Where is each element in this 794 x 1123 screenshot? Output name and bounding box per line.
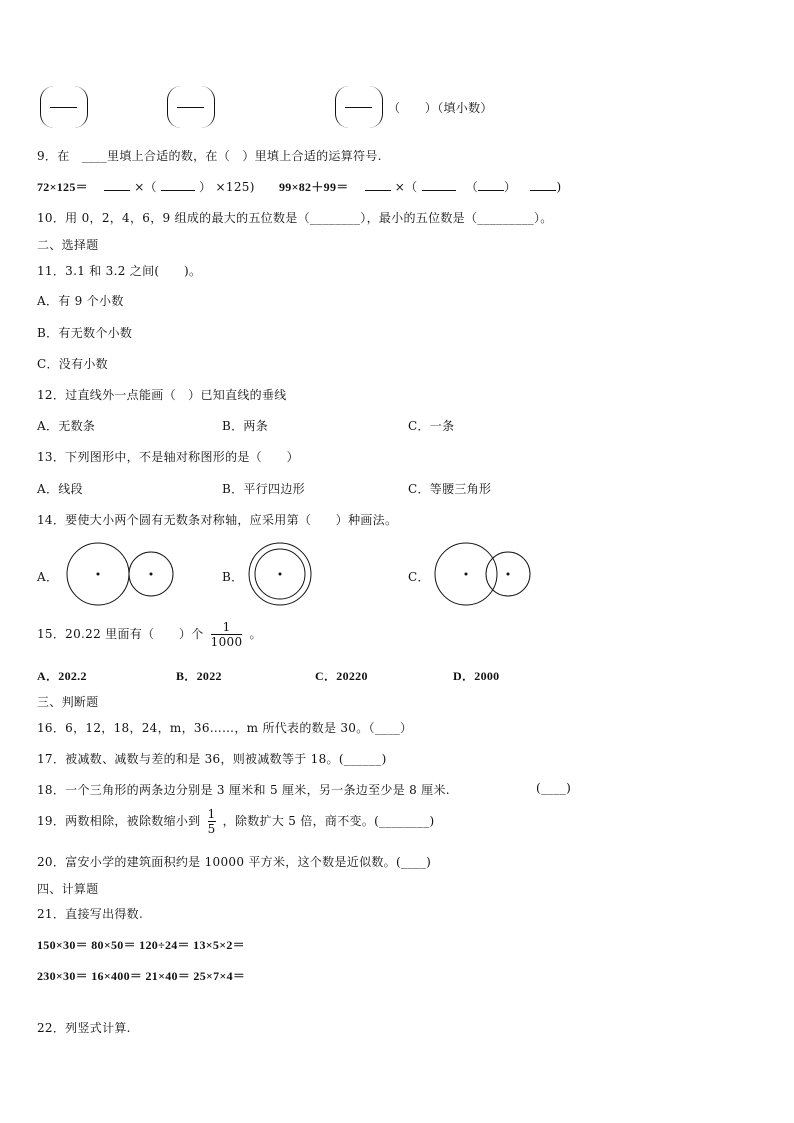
q9-eq2-blank-3[interactable] bbox=[478, 178, 504, 191]
fraction-numerator: 1 bbox=[222, 620, 231, 634]
q9-eq1-blank-2[interactable] bbox=[161, 178, 195, 191]
section-4-title: 四、计算题 bbox=[37, 882, 99, 896]
q9-eq2-blank-2[interactable] bbox=[422, 178, 456, 191]
q15-stem bbox=[37, 620, 262, 649]
q9-eq2-close: ) bbox=[556, 180, 562, 194]
q13-stem: 13．下列图形中，不是轴对称图形的是（ ） bbox=[37, 450, 299, 464]
q18-answer-blank[interactable]: (____) bbox=[536, 781, 572, 795]
q12-option-c[interactable]: C．一条 bbox=[408, 419, 455, 433]
q19-before: 19．两数相除，被除数缩小到 bbox=[37, 814, 201, 828]
q21-row-2: 230×30＝ 16×400＝ 21×40＝ 25×7×4＝ bbox=[37, 969, 246, 983]
q19-text bbox=[37, 807, 435, 836]
q15-stem-after: 。 bbox=[249, 627, 262, 641]
q20-text: 20．富安小学的建筑面积约是 10000 平方米，这个数是近似数。(____) bbox=[37, 855, 432, 869]
q15-option-c[interactable]: C．20220 bbox=[315, 669, 368, 683]
q14-figure-b bbox=[245, 540, 319, 610]
q9-eq2-paren: （ bbox=[465, 180, 479, 194]
q9-eq1-mid: ×（ bbox=[134, 180, 157, 194]
q9-eq2-blank-1[interactable] bbox=[365, 178, 391, 191]
q12-stem: 12．过直线外一点能画（ ）已知直线的垂线 bbox=[37, 388, 287, 402]
q15-option-d[interactable]: D．2000 bbox=[453, 669, 500, 683]
q14-stem: 14．要使大小两个圆有无数条对称轴，应采用第（ ）种画法。 bbox=[37, 513, 398, 527]
q18-text: 18．一个三角形的两条边分别是 3 厘米和 5 厘米，另一条边至少是 8 厘米. bbox=[37, 783, 450, 797]
q10-text: 10．用 0，2，4，6，9 组成的最大的五位数是（________），最小的五位数是（_________）。 bbox=[37, 211, 553, 225]
q9-prompt: 9．在 ____里填上合适的数，在（ ）里填上合适的运算符号. bbox=[37, 149, 382, 163]
q19-after: ，除数扩大 5 倍，商不变。(________) bbox=[222, 814, 435, 828]
q9-eq1-left: 72×125＝ bbox=[37, 180, 88, 194]
q15-option-b[interactable]: B．2022 bbox=[176, 669, 222, 683]
q9-eq2-left: 99×82＋99＝ bbox=[279, 180, 349, 194]
q9-equation-1: 72×125＝ ×（ ） ×125) bbox=[37, 180, 255, 194]
q11-option-c[interactable]: C．没有小数 bbox=[37, 357, 108, 371]
q12-option-a[interactable]: A．无数条 bbox=[37, 419, 96, 433]
q21-row-1: 150×30＝ 80×50＝ 120÷24＝ 13×5×2＝ bbox=[37, 938, 245, 952]
top-row-suffix: （ ）（填小数） bbox=[388, 101, 493, 115]
q9-equation-2: 99×82＋99＝ ×（ （ ） ) bbox=[279, 180, 562, 194]
q14-option-a[interactable]: A． bbox=[37, 570, 59, 584]
q22-stem: 22．列竖式计算. bbox=[37, 1021, 131, 1035]
q13-option-a[interactable]: A．线段 bbox=[37, 482, 83, 496]
center-dot bbox=[150, 573, 153, 576]
q15-option-a[interactable]: A．202.2 bbox=[37, 669, 87, 683]
q14-option-b[interactable]: B． bbox=[222, 570, 244, 584]
section-3-title: 三、判断题 bbox=[37, 695, 99, 709]
q19-fraction bbox=[208, 807, 216, 836]
fraction-denominator: 5 bbox=[207, 822, 216, 836]
q16-text: 16．6，12，18，24，m，36……，m 所代表的数是 30。（____） bbox=[37, 721, 413, 735]
q11-stem: 11．3.1 和 3.2 之间( )。 bbox=[37, 264, 202, 278]
q14-figure-a bbox=[60, 540, 190, 608]
center-dot bbox=[465, 573, 468, 576]
q14-option-c[interactable]: C． bbox=[408, 570, 430, 584]
q21-stem: 21．直接写出得数. bbox=[37, 907, 144, 921]
q17-text: 17．被减数、减数与差的和是 36，则被减数等于 18。(______) bbox=[37, 752, 387, 766]
q12-option-b[interactable]: B．两条 bbox=[222, 419, 269, 433]
q9-eq1-blank-1[interactable] bbox=[104, 178, 130, 191]
fraction-numerator: 1 bbox=[207, 807, 216, 821]
q9-eq2-mid: ×（ bbox=[394, 180, 418, 194]
q15-stem-before: 15．20.22 里面有（ ）个 bbox=[37, 627, 204, 641]
q9-eq1-end: ×125) bbox=[215, 180, 255, 194]
q13-option-c[interactable]: C．等腰三角形 bbox=[408, 482, 492, 496]
q9-eq2-blank-4[interactable] bbox=[530, 178, 556, 191]
section-2-title: 二、选择题 bbox=[37, 238, 99, 252]
center-dot bbox=[507, 573, 510, 576]
q15-fraction bbox=[211, 620, 243, 649]
center-dot bbox=[97, 573, 100, 576]
fraction-denominator: 1000 bbox=[210, 635, 243, 649]
center-dot bbox=[279, 573, 282, 576]
q11-option-b[interactable]: B．有无数个小数 bbox=[37, 326, 133, 340]
q11-option-a[interactable]: A．有 9 个小数 bbox=[37, 294, 124, 308]
q13-option-b[interactable]: B．平行四边形 bbox=[222, 482, 305, 496]
q14-figure-c bbox=[430, 540, 540, 610]
